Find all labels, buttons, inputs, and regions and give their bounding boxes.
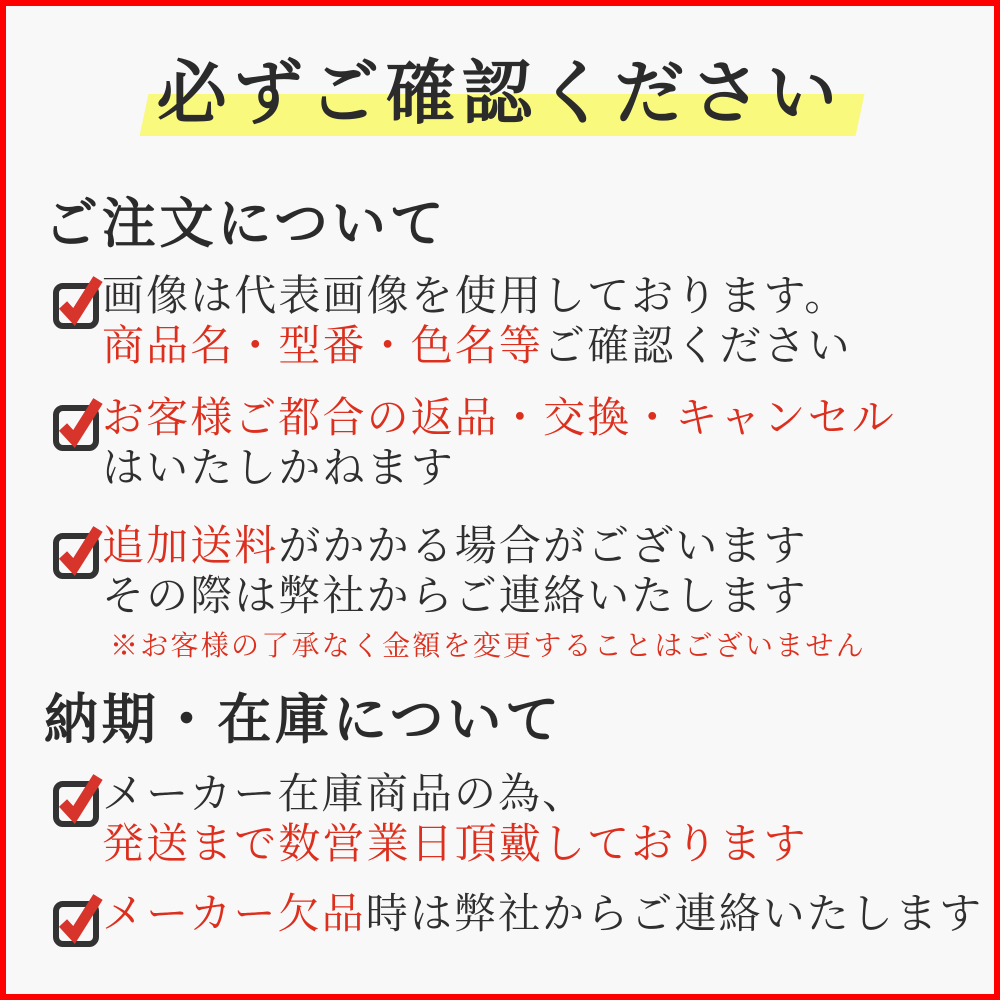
item-line: [102, 890, 983, 940]
page-title: 必ずご確認ください: [156, 56, 844, 133]
item-line: [102, 444, 896, 494]
checked-checkbox-icon: [52, 394, 102, 450]
checked-checkbox-icon: [52, 890, 102, 946]
section-heading-delivery: 納期・在庫について: [44, 690, 563, 750]
item-line: [102, 272, 852, 322]
item-line: [102, 572, 808, 622]
item-line: [102, 394, 896, 444]
checked-checkbox-icon: [52, 522, 102, 578]
item-segment: 画像は代表画像を使用しております。: [102, 274, 849, 320]
section-heading-order: ご注文について: [44, 194, 448, 254]
item-line: [102, 820, 808, 870]
list-item: [52, 272, 956, 372]
item-text: [102, 522, 808, 622]
item-segment: 時は弊社からご連絡いたします: [365, 892, 984, 938]
item-segment: メーカー在庫商品の為、: [102, 772, 587, 818]
page-title-row: [44, 42, 956, 148]
item-line: [102, 770, 808, 820]
item-text: [102, 770, 808, 870]
item-text: [102, 272, 852, 372]
item-segment-emphasis: 追加送料: [102, 524, 279, 570]
item-line: [102, 522, 808, 572]
item-segment-emphasis: 発送まで数営業日頂戴しております: [102, 822, 808, 868]
item-segment: はいたしかねます: [102, 446, 455, 492]
item-segment-emphasis: お客様ご都合の返品・交換・キャンセル: [102, 396, 896, 442]
item-segment-emphasis: 商品名・型番・色名等: [102, 324, 544, 370]
item-text: [102, 394, 896, 494]
checked-checkbox-icon: [52, 272, 102, 328]
item-text: [102, 890, 983, 940]
item-segment: ご確認ください: [543, 324, 852, 370]
list-item: [52, 770, 956, 870]
item-line: [102, 322, 852, 372]
list-item: [52, 394, 956, 494]
item-segment-emphasis: メーカー欠品: [102, 892, 366, 938]
item-segment: その際は弊社からご連絡いたします: [102, 574, 808, 620]
list-item: [52, 522, 956, 622]
checked-checkbox-icon: [52, 770, 102, 826]
list-item: [52, 890, 984, 946]
item-segment: がかかる場合がございます: [278, 524, 808, 570]
note-disclaimer: ※お客様の了承なく金額を変更することはございません: [110, 631, 867, 662]
